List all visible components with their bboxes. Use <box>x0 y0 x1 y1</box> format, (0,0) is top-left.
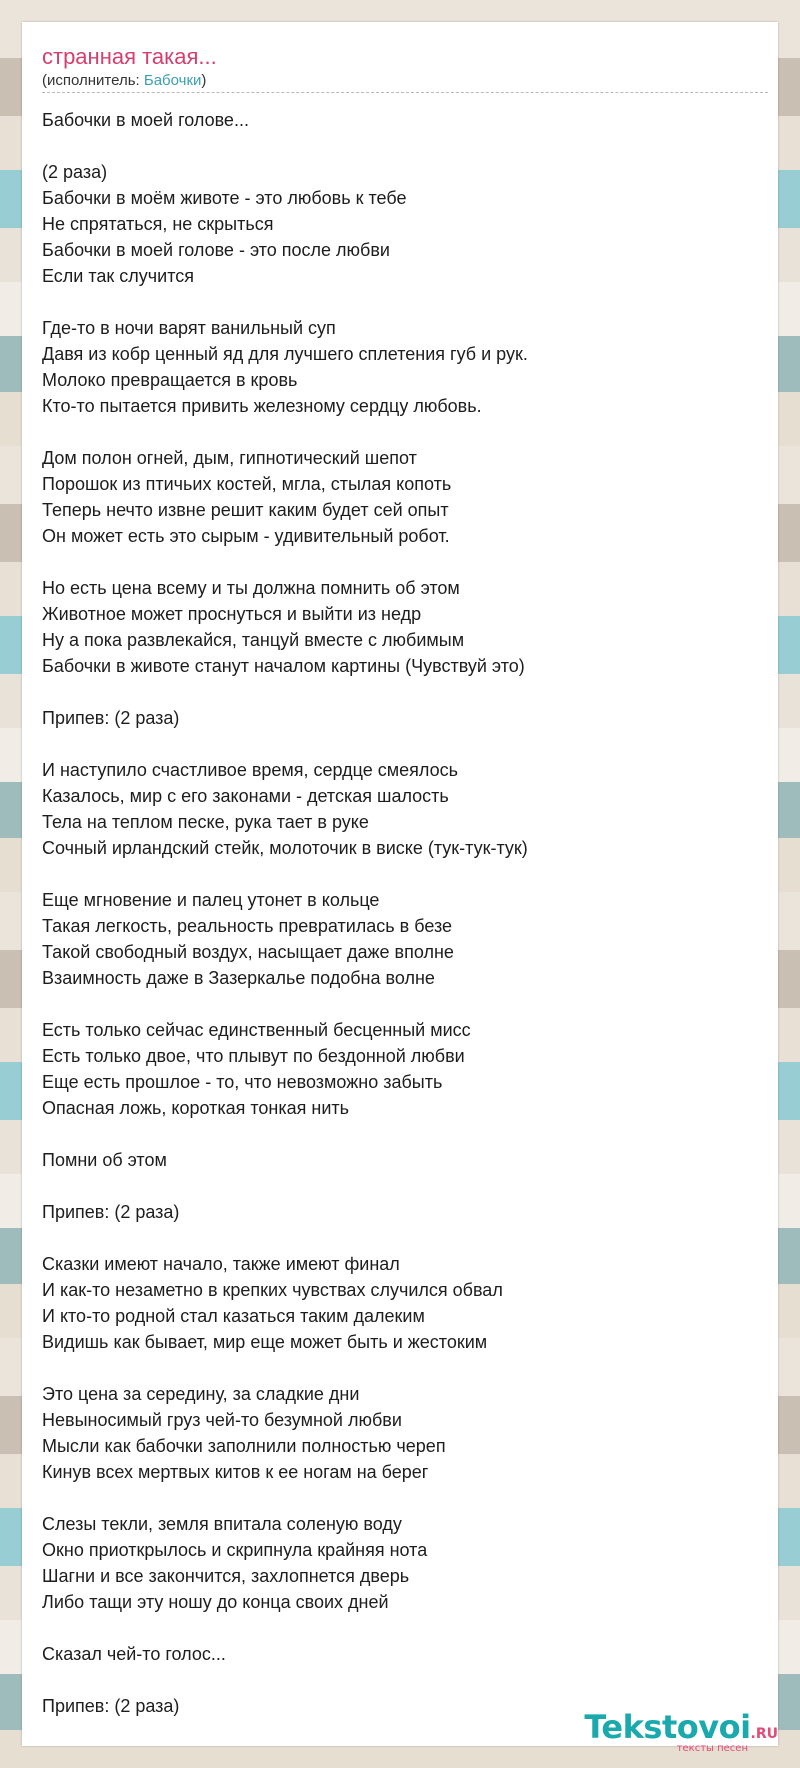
lyric-line: Если так случится <box>42 266 195 286</box>
lyric-line: Это цена за середину, за сладкие дни <box>42 1384 360 1404</box>
lyric-line: Есть только сейчас единственный бесценный мисс <box>42 1020 471 1040</box>
stanza-gap <box>42 1225 758 1251</box>
lyric-line: Есть только двое, что плывут по бездонной любви <box>42 1046 465 1066</box>
lyric-line: Дом полон огней, дым, гипнотический шепот <box>42 448 417 468</box>
lyric-line: Бабочки в моём животе - это любовь к тебе <box>42 188 407 208</box>
lyric-line: Либо тащи эту ношу до конца своих дней <box>42 1592 389 1612</box>
stanza-gap <box>42 1355 758 1381</box>
lyric-line: Сказал чей-то голос... <box>42 1644 226 1664</box>
logo-tagline: тексты песен <box>676 1743 748 1754</box>
stanza-gap <box>42 549 758 575</box>
stanza-gap <box>42 133 758 159</box>
lyric-line: Бабочки в животе станут началом картины (Чувствуй это) <box>42 656 525 676</box>
lyric-line: Помни об этом <box>42 1150 167 1170</box>
lyric-line: Взаимность даже в Зазеркалье подобна волне <box>42 968 435 988</box>
lyric-line: (2 раза) <box>42 162 108 182</box>
lyric-line: Невыносимый груз чей-то безумной любви <box>42 1410 402 1430</box>
lyric-line: Не спрятаться, не скрыться <box>42 214 274 234</box>
lyric-line: Тела на теплом песке, рука тает в руке <box>42 812 369 832</box>
lyric-line: Порошок из птичьих костей, мгла, стылая копоть <box>42 474 452 494</box>
stanza-gap <box>42 731 758 757</box>
stanza-gap <box>42 1485 758 1511</box>
lyric-line: Где-то в ночи варят ванильный суп <box>42 318 336 338</box>
logo-suffix-text: .RU <box>750 1726 778 1742</box>
lyric-line: Сочный ирландский стейк, молоточик в виске (тук-тук-тук) <box>42 838 528 858</box>
lyric-line: Животное может проснуться и выйти из недр <box>42 604 422 624</box>
lyric-line: Кинув всех мертвых китов к ее ногам на берег <box>42 1462 429 1482</box>
lyric-line: Казалось, мир с его законами - детская шалость <box>42 786 449 806</box>
stanza-gap <box>42 861 758 887</box>
lyrics-card <box>22 22 778 1746</box>
lyric-line: Мысли как бабочки заполнили полностью череп <box>42 1436 446 1456</box>
lyric-line: Опасная ложь, короткая тонкая нить <box>42 1098 350 1118</box>
lyric-line: Еще мгновение и палец утонет в кольце <box>42 890 380 910</box>
stanza-gap <box>42 1121 758 1147</box>
stanza-gap <box>42 991 758 1017</box>
lyrics-body <box>42 107 758 1719</box>
lyric-line: Окно приоткрылось и скрипнула крайняя нота <box>42 1540 428 1560</box>
artist-link[interactable]: Бабочки <box>143 72 202 89</box>
lyric-line: Теперь нечто извне решит каким будет сей опыт <box>42 500 449 520</box>
lyric-line: Припев: (2 раза) <box>42 1696 180 1716</box>
lyric-line: Припев: (2 раза) <box>42 708 180 728</box>
lyric-line: Шагни и все закончится, захлопнется дверь <box>42 1566 410 1586</box>
stanza-gap <box>42 289 758 315</box>
lyric-line: И наступило счастливое время, сердце смеялось <box>42 760 458 780</box>
logo-main-text: Tekstovoi <box>584 1708 751 1746</box>
stanza-gap <box>42 419 758 445</box>
artist-line <box>42 72 758 90</box>
lyric-line: Сказки имеют начало, также имеют финал <box>42 1254 400 1274</box>
lyric-line: Такой свободный воздух, насыщает даже вполне <box>42 942 454 962</box>
lyric-line: Такая легкость, реальность превратилась в безе <box>42 916 453 936</box>
lyric-line: Но есть цена всему и ты должна помнить об этом <box>42 578 460 598</box>
stanza-gap <box>42 1173 758 1199</box>
lyric-line: Еще есть прошлое - то, что невозможно забыть <box>42 1072 443 1092</box>
stanza-gap <box>42 679 758 705</box>
lyric-line: И как-то незаметно в крепких чувствах случился обвал <box>42 1280 503 1300</box>
lyric-line: Бабочки в моей голове... <box>42 110 249 130</box>
stanza-gap <box>42 1667 758 1693</box>
lyric-line: Ну а пока развлекайся, танцуй вместе с любимым <box>42 630 465 650</box>
lyric-line: Припев: (2 раза) <box>42 1202 180 1222</box>
lyric-line: Видишь как бывает, мир еще может быть и жестоким <box>42 1332 488 1352</box>
site-logo[interactable] <box>584 1708 778 1754</box>
lyric-line: Молоко превращается в кровь <box>42 370 298 390</box>
lyric-line: Он может есть это сырым - удивительный робот. <box>42 526 450 546</box>
lyric-line: И кто-то родной стал казаться таким далеким <box>42 1306 425 1326</box>
lyric-line: Давя из кобр ценный яд для лучшего сплетения губ и рук. <box>42 344 528 364</box>
lyric-line: Слезы текли, земля впитала соленую воду <box>42 1514 402 1534</box>
header-divider <box>42 92 768 93</box>
lyric-line: Бабочки в моей голове - это после любви <box>42 240 390 260</box>
artist-suffix: ) <box>201 72 207 89</box>
lyric-line: Кто-то пытается привить железному сердцу любовь. <box>42 396 482 416</box>
song-title: странная такая... <box>42 44 217 69</box>
stanza-gap <box>42 1615 758 1641</box>
artist-prefix: (исполнитель: <box>42 72 144 89</box>
